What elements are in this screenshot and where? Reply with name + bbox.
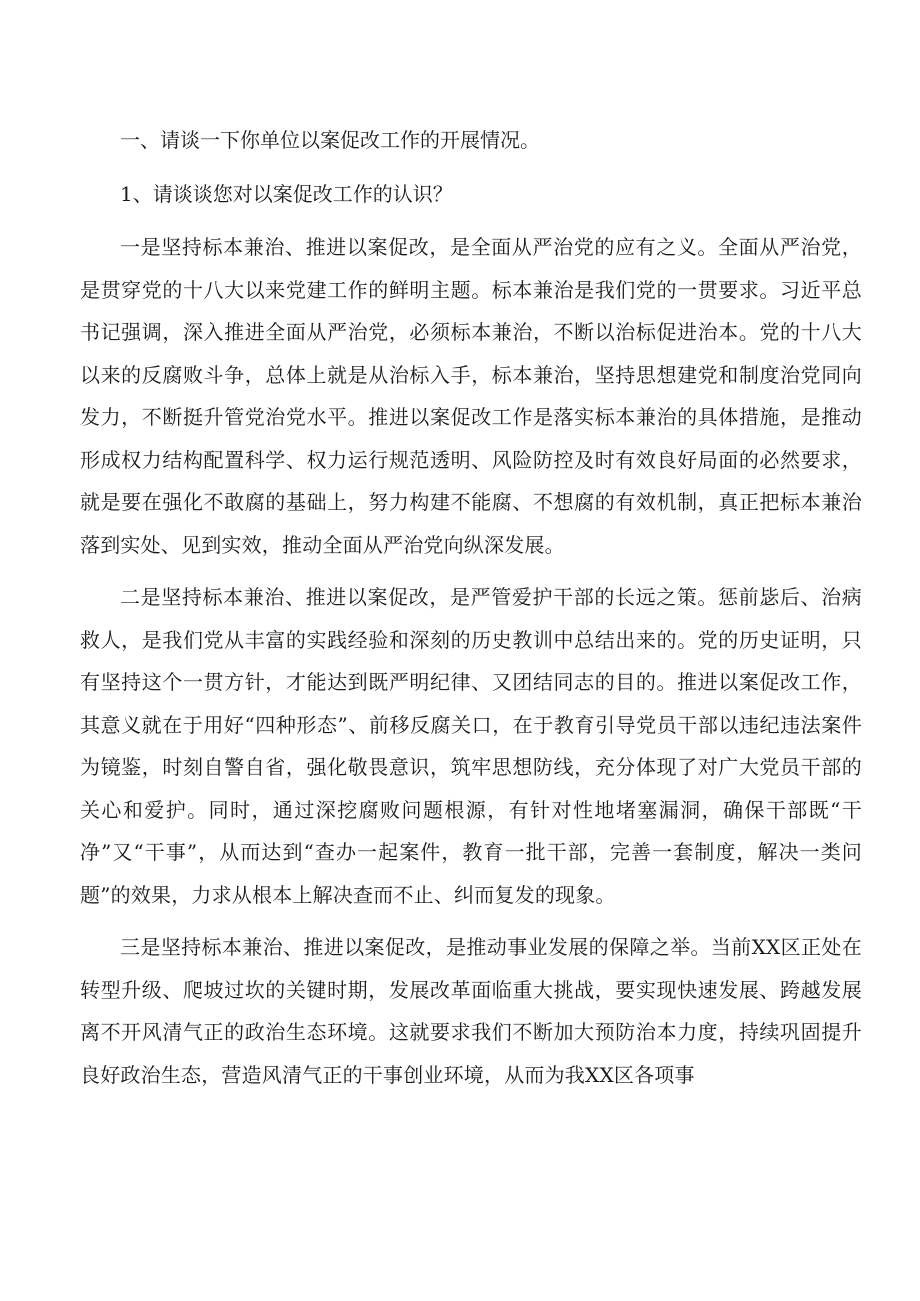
paragraph-2: 二是坚持标本兼治、推进以案促改，是严管爱护干部的长远之策。惩前毖后、治病救人，是我们党从丰富的实践经验和深刻的历史教训中总结出来的。党的历史证明，只有坚持这个一贯方针，才能达到既严明纪律、又团结同志的目的。推进以案促改工作，其意义就在于用好“四种形态”、前移反腐关口，在于教育引导党员干部以违纪违法案件为镜鉴，时刻自警自省，强化敬畏意识，筑牢思想防线，充分体现了对广大党员干部的关心和爱护。同时，通过深挖腐败问题根源，有针对性地堵塞漏洞，确保干部既“干净”又“干事”，从而达到“查办一起案件，教育一批干部，完善一套制度，解决一类问题”的效果，力求从根本上解决查而不止、纠而复发的现象。	[80, 585, 862, 907]
question-heading: 1、请谈谈您对以案促改工作的认识？	[120, 182, 453, 206]
section-heading: 一、请谈一下你单位以案促改工作的开展情况。	[120, 128, 540, 152]
paragraph-3: 三是坚持标本兼治、推进以案促改，是推动事业发展的保障之举。当前XX区正处在转型升级、爬坡过坎的关键时期，发展改革面临重大挑战，要实现快速发展、跨越发展离不开风清气正的政治生态环境。这就要求我们不断加大预防治本力度，持续巩固提升良好政治生态，营造风清气正的干事创业环境，从而为我XX区各项事	[80, 935, 862, 1087]
paragraph-1: 一是坚持标本兼治、推进以案促改，是全面从严治党的应有之义。全面从严治党，是贯穿党的十八大以来党建工作的鲜明主题。标本兼治是我们党的一贯要求。习近平总书记强调，深入推进全面从严治党，必须标本兼治，不断以治标促进治本。党的十八大以来的反腐败斗争，总体上就是从治标入手，标本兼治，坚持思想建党和制度治党同向发力，不断挺升管党治党水平。推进以案促改工作是落实标本兼治的具体措施，是推动形成权力结构配置科学、权力运行规范透明、风险防控及时有效良好局面的必然要求，就是要在强化不敢腐的基础上，努力构建不能腐、不想腐的有效机制，真正把标本兼治落到实处、见到实效，推动全面从严治党向纵深发展。	[80, 235, 862, 557]
